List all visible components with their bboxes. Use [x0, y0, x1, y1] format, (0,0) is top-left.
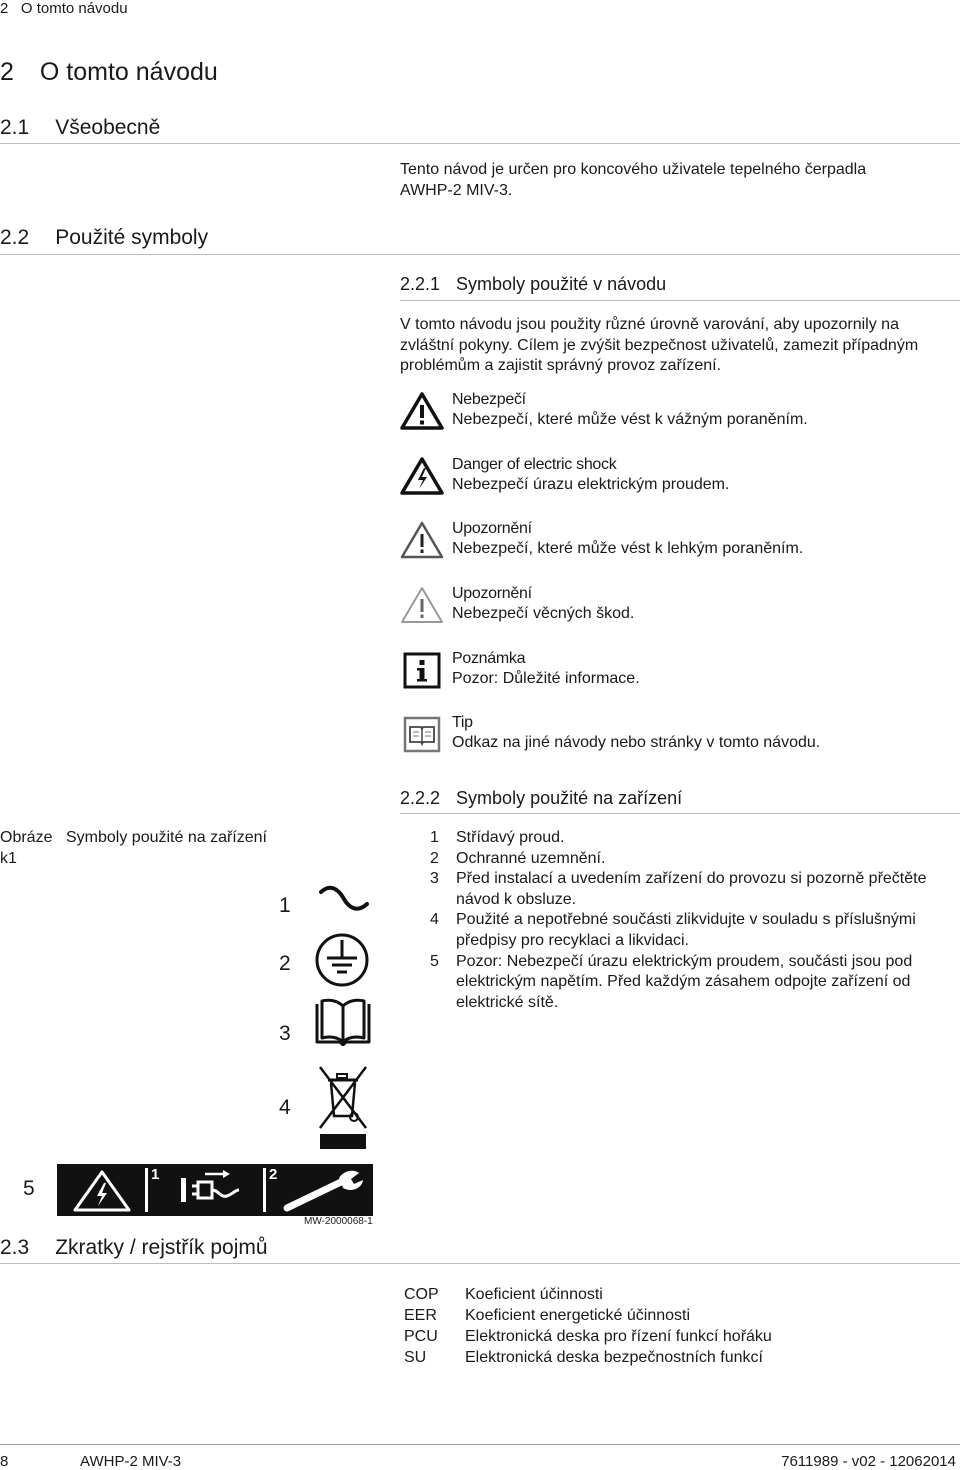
- figure-caption: [0, 828, 380, 869]
- abbreviation-value: Elektronická deska pro řízení funkcí hořáku: [465, 1328, 772, 1345]
- figure-label: k1: [0, 849, 17, 867]
- figure-number: 5: [23, 1177, 35, 1200]
- list-item: [430, 910, 960, 951]
- paragraph-line: V tomto návodu jsou použity různé úrovně varování, aby upozornily na: [400, 316, 899, 333]
- symbol-title: Upozornění: [452, 520, 532, 537]
- danger-warning-icon: [400, 391, 444, 431]
- symbol-description: Nebezpečí, které může vést k lehkým poraněním.: [452, 540, 804, 557]
- abbreviation-key: COP: [404, 1286, 439, 1303]
- section-num: 2.2.2: [400, 788, 441, 808]
- figure-number: 2: [279, 952, 291, 975]
- list-item-text: elektrické sítě.: [456, 993, 559, 1011]
- section-2-2-2-heading: [400, 788, 682, 809]
- electric-shock-warning-icon: [400, 456, 444, 496]
- abbreviation-key: EER: [404, 1307, 437, 1324]
- list-item-text: Použité a nepotřebné součásti zlikvidujte v souladu s příslušnými: [456, 911, 916, 929]
- abbreviation-key: SU: [404, 1349, 427, 1366]
- list-item: [430, 828, 960, 849]
- section-title: Symboly použité v návodu: [456, 274, 667, 294]
- list-item-text: Před instalací a uvedením zařízení do provozu si pozorně přečtěte: [456, 870, 927, 888]
- figure-number: 1: [279, 894, 291, 917]
- section-title: Zkratky / rejstřík pojmů: [55, 1236, 268, 1259]
- symbol-title: Tip: [452, 714, 473, 731]
- symbol-description: Pozor: Důležité informace.: [452, 670, 640, 687]
- abbreviation-value: Koeficient účinnosti: [465, 1286, 603, 1303]
- list-item-text: Střídavý proud.: [456, 829, 565, 846]
- running-header-num: 2: [0, 0, 9, 17]
- section-2-1-heading: [0, 116, 160, 140]
- paragraph-line: zvláštní pokyny. Cílem je zvýšit bezpečnost uživatelů, zamezit případným: [400, 336, 919, 354]
- list-item-number: 2: [430, 849, 439, 867]
- device-warning-label: [57, 1164, 373, 1216]
- section-num: 2.2.1: [400, 274, 441, 294]
- info-icon: [400, 650, 444, 690]
- section-title: Symboly použité na zařízení: [456, 788, 683, 808]
- divider: [400, 813, 960, 814]
- section-num: 2.3: [0, 1236, 30, 1259]
- device-symbol-list: [430, 828, 960, 1013]
- list-item: [430, 952, 960, 1014]
- section-2-2-heading: [0, 226, 208, 250]
- protective-earth-icon: [314, 932, 370, 988]
- divider: [400, 300, 960, 301]
- symbol-description: Nebezpečí úrazu elektrickým proudem.: [452, 476, 730, 493]
- list-item-text: Ochranné uzemnění.: [456, 849, 606, 867]
- list-item: [430, 869, 960, 910]
- abbreviation-key: PCU: [404, 1328, 438, 1345]
- section-title: Použité symboly: [55, 226, 209, 249]
- footer-document-code: 7611989 - v02 - 12062014: [781, 1453, 956, 1470]
- label-panel-number: 1: [151, 1166, 160, 1183]
- paragraph-line: Tento návod je určen pro koncového uživatele tepelného čerpadla: [400, 161, 867, 178]
- list-item-text: předpisy pro recyklaci a likvidaci.: [456, 931, 689, 949]
- symbol-description: Nebezpečí věcných škod.: [452, 605, 635, 622]
- symbol-title: Poznámka: [452, 650, 526, 667]
- weee-crossed-bin-icon: [316, 1064, 370, 1150]
- abbreviation-value: Koeficient energetické účinnosti: [465, 1307, 691, 1324]
- divider: [0, 254, 960, 255]
- book-icon: [400, 714, 444, 754]
- list-item-text: elektrickým napětím. Před každým zásahem odpojte zařízení od: [456, 973, 911, 991]
- list-item-number: 5: [430, 952, 439, 970]
- footer-divider: [0, 1444, 960, 1445]
- symbol-description: Odkaz na jiné návody nebo stránky v tomto návodu.: [452, 734, 821, 751]
- abbreviation-value: Elektronická deska bezpečnostních funkcí: [465, 1349, 763, 1366]
- figure-code: MW-2000068-1: [304, 1216, 373, 1227]
- paragraph-line: problémům a zajistit správný provoz zařízení.: [400, 357, 722, 374]
- chapter-num: 2: [0, 58, 14, 86]
- symbol-description: Nebezpečí, které může vést k vážným poraněním.: [452, 411, 808, 428]
- section-2-2-1-intro: [400, 315, 960, 377]
- divider: [0, 143, 960, 144]
- figure-number: 4: [279, 1096, 291, 1119]
- footer-page-number: 8: [0, 1453, 9, 1470]
- list-item-number: 4: [430, 911, 439, 929]
- list-item: [430, 849, 960, 870]
- symbol-title: Danger of electric shock: [452, 456, 617, 473]
- divider: [0, 1263, 960, 1264]
- running-header-title: O tomto návodu: [20, 0, 128, 17]
- figure-label: Obráze: [0, 829, 53, 846]
- figure-number: 3: [279, 1022, 291, 1045]
- label-panel-number: 2: [269, 1166, 278, 1183]
- chapter-title: O tomto návodu: [39, 58, 218, 86]
- running-header: [0, 0, 128, 17]
- section-title: Všeobecně: [55, 116, 161, 139]
- section-num: 2.2: [0, 226, 30, 249]
- section-2-1-text: [400, 160, 866, 201]
- list-item-text: návod k obsluze.: [456, 890, 577, 908]
- chapter-heading: [0, 58, 218, 87]
- section-num: 2.1: [0, 116, 30, 139]
- section-2-3-heading: [0, 1236, 268, 1260]
- section-2-2-1-heading: [400, 274, 666, 295]
- property-damage-warning-icon: [400, 585, 444, 625]
- paragraph-line: AWHP-2 MIV-3.: [400, 181, 513, 199]
- list-item-text: Pozor: Nebezpečí úrazu elektrickým proudem, součásti jsou pod: [456, 952, 913, 970]
- caution-warning-icon: [400, 520, 444, 560]
- list-item-number: 3: [430, 870, 439, 888]
- read-manual-book-icon: [314, 998, 372, 1046]
- symbol-title: Upozornění: [452, 585, 532, 602]
- footer-product: AWHP-2 MIV-3: [80, 1453, 182, 1470]
- figure-caption-text: Symboly použité na zařízení: [66, 829, 267, 846]
- list-item-number: 1: [430, 829, 439, 846]
- symbol-title: Nebezpečí: [452, 391, 526, 408]
- alternating-current-icon: [318, 884, 370, 914]
